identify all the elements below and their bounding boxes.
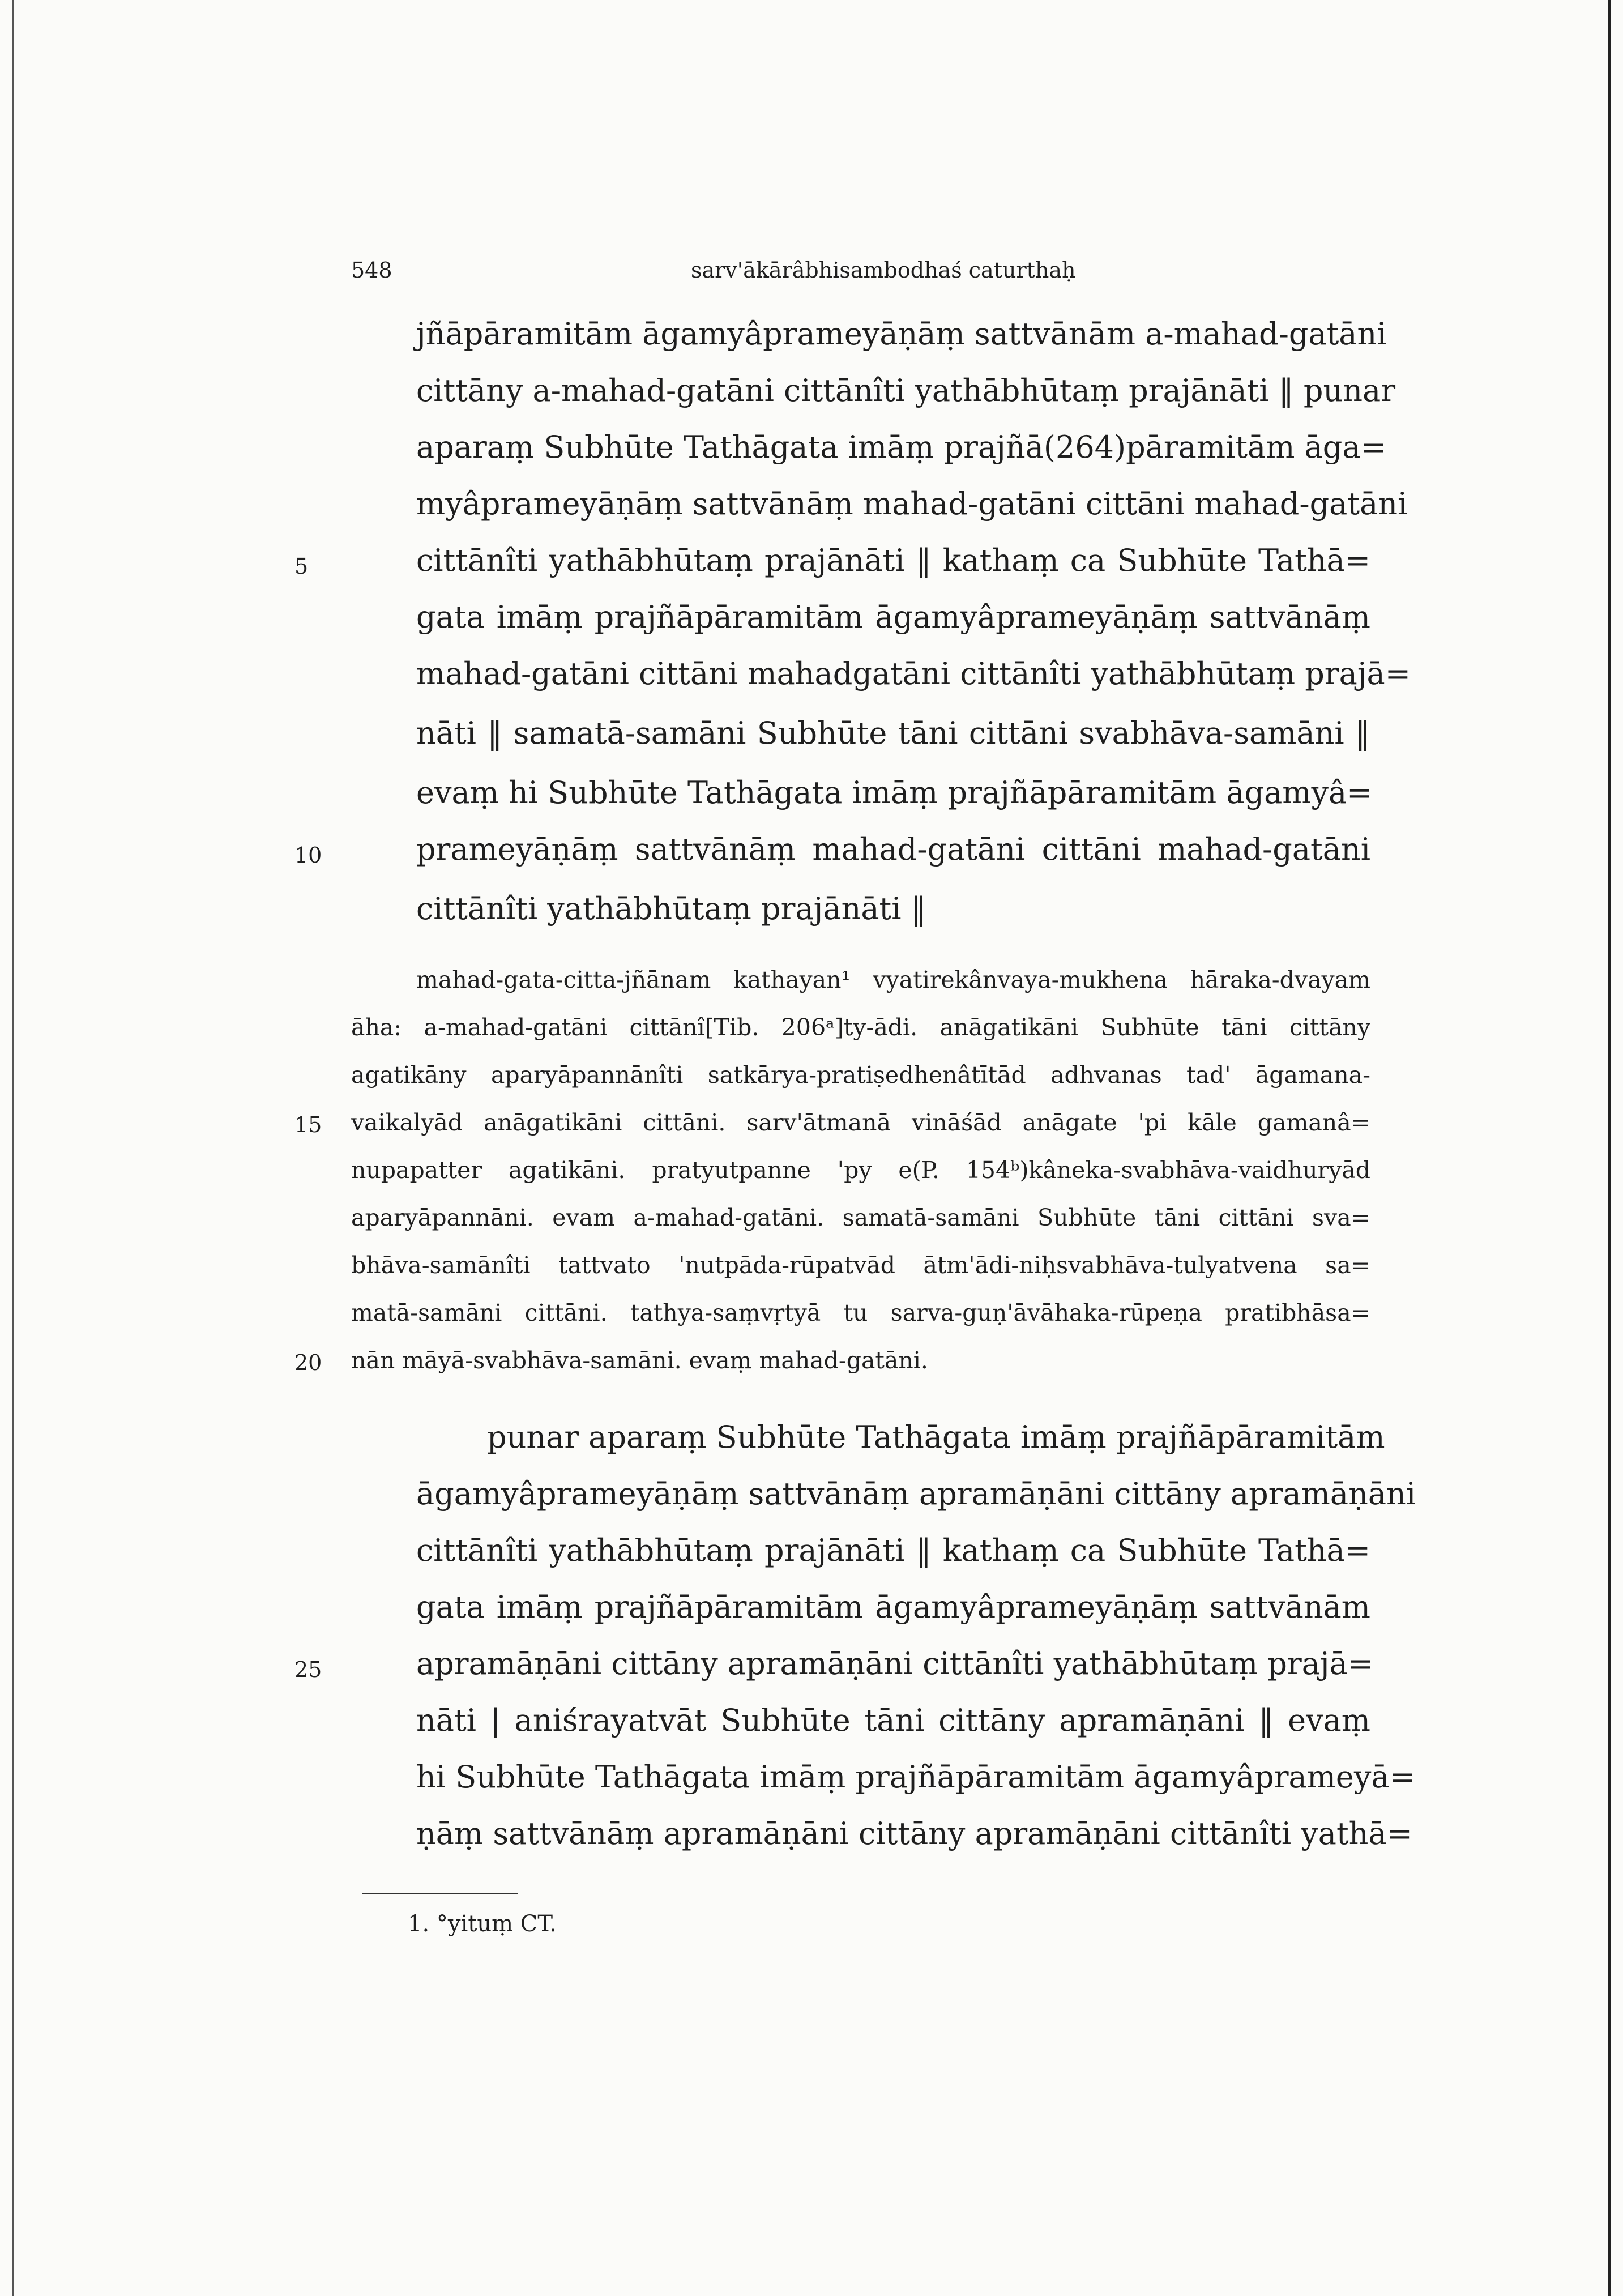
text-line: aparaṃ Subhūte Tathāgata imāṃ prajñā(264)pāramitām āga= <box>416 429 1386 465</box>
commentary-line: nān māyā-svabhāva-samāni. evaṃ mahad-gatāni. <box>351 1347 928 1374</box>
text-line: cittānîti yathābhūtaṃ prajānāti ‖ <box>416 891 926 927</box>
text-line: nāti ‖ samatā-samāni Subhūte tāni cittāni svabhāva-samāni ‖ <box>416 715 1370 751</box>
text-line: evaṃ hi Subhūte Tathāgata imāṃ prajñāpāramitām āgamyâ= <box>416 775 1373 810</box>
text-line: apramāṇāni cittāny apramāṇāni cittānîti yathābhūtaṃ prajā= <box>416 1646 1374 1682</box>
text-line: gata imāṃ prajñāpāramitām āgamyâprameyāṇāṃ sattvānāṃ <box>416 599 1370 635</box>
line-number: 20 <box>294 1350 322 1375</box>
line-number: 10 <box>294 843 322 868</box>
scan-edge-right <box>1608 0 1611 2296</box>
commentary-line: āha: a-mahad-gatāni cittānî[Tib. 206ᵃ]ty-ādi. anāgatikāni Subhūte tāni cittāny <box>351 1014 1370 1041</box>
text-line: āgamyâprameyāṇāṃ sattvānāṃ apramāṇāni cittāny apramāṇāni <box>416 1476 1416 1512</box>
commentary-line: agatikāny aparyāpannānîti satkārya-pratiṣedhenâtītād adhvanas tad' āgamana- <box>351 1061 1370 1089</box>
text-line: gata imāṃ prajñāpāramitām āgamyâprameyāṇāṃ sattvānām <box>416 1589 1370 1625</box>
scan-edge-left <box>12 0 14 2296</box>
running-title: sarv'ākārâbhisambodhaś caturthaḥ <box>691 258 1076 283</box>
footnote: 1. °yituṃ CT. <box>408 1911 557 1937</box>
line-number: 5 <box>294 554 309 579</box>
text-line: myâprameyāṇāṃ sattvānāṃ mahad-gatāni cittāni mahad-gatāni <box>416 486 1408 522</box>
line-number: 15 <box>294 1112 322 1137</box>
commentary-line: aparyāpannāni. evam a-mahad-gatāni. samatā-samāni Subhūte tāni cittāni sva= <box>351 1204 1370 1231</box>
commentary-line: matā-samāni cittāni. tathya-saṃvṛtyā tu sarva-guṇ'āvāhaka-rūpeṇa pratibhāsa= <box>351 1299 1370 1326</box>
line-number: 25 <box>294 1657 322 1682</box>
footnote-rule <box>362 1893 518 1894</box>
commentary-line: bhāva-samānîti tattvato 'nutpāda-rūpatvād ātm'ādi-niḥsvabhāva-tulyatvena sa= <box>351 1252 1370 1279</box>
text-line: jñāpāramitām āgamyâprameyāṇāṃ sattvānām a-mahad-gatāni <box>416 316 1387 352</box>
text-line: prameyāṇāṃ sattvānāṃ mahad-gatāni cittāni mahad-gatāni <box>416 831 1370 867</box>
text-line: nāti | aniśrayatvāt Subhūte tāni cittāny apramāṇāni ‖ evaṃ <box>416 1702 1370 1738</box>
text-line: cittānîti yathābhūtaṃ prajānāti ‖ kathaṃ ca Subhūte Tathā= <box>416 1533 1370 1568</box>
page-number: 548 <box>351 258 392 283</box>
text-line: cittānîti yathābhūtaṃ prajānāti ‖ kathaṃ ca Subhūte Tathā= <box>416 543 1370 578</box>
text-line: punar aparaṃ Subhūte Tathāgata imāṃ prajñāpāramitām <box>487 1419 1385 1455</box>
text-line: hi Subhūte Tathāgata imāṃ prajñāpāramitām āgamyâprameyā= <box>416 1759 1415 1795</box>
commentary-line: vaikalyād anāgatikāni cittāni. sarv'ātmanā vināśād anāgate 'pi kāle gamanâ= <box>351 1109 1370 1136</box>
text-line: mahad-gatāni cittāni mahadgatāni cittānîti yathābhūtaṃ prajā= <box>416 656 1411 692</box>
commentary-line: nupapatter agatikāni. pratyutpanne 'py e(P. 154ᵇ)kâneka-svabhāva-vaidhuryād <box>351 1156 1370 1184</box>
text-line: cittāny a-mahad-gatāni cittānîti yathābhūtaṃ prajānāti ‖ punar <box>416 373 1396 408</box>
commentary-line: mahad-gata-citta-jñānam kathayan¹ vyatirekânvaya-mukhena hāraka-dvayam <box>416 966 1370 993</box>
text-line: ṇāṃ sattvānāṃ apramāṇāni cittāny apramāṇāni cittānîti yathā= <box>416 1816 1412 1851</box>
